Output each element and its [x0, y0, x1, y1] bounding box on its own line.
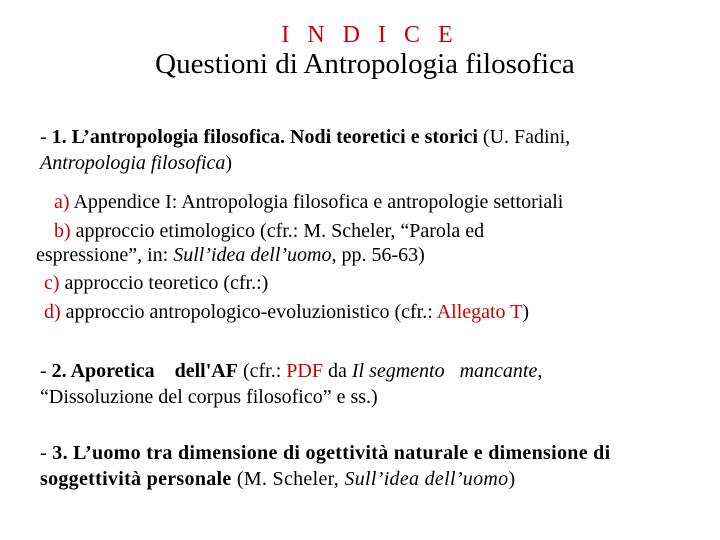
item-2-ref-title: Il segmento mancante — [351, 360, 538, 382]
subitem-d-text: approccio antropologico-evoluzionistico (cfr.: — [65, 301, 433, 323]
subitem-b-ref-title: Sull’idea dell’uomo — [173, 244, 332, 266]
item-1-ref-open: (U. Fadini, — [482, 126, 571, 148]
page-title: Questioni di Antropologia filosofica — [155, 48, 575, 80]
item-2-line-2: “Dissoluzione del corpus filosofico” e ss.) — [40, 386, 378, 408]
item-2-ref-comma: , — [537, 360, 543, 382]
subitem-b — [36, 217, 706, 267]
subitem-b-label: b) — [54, 220, 71, 242]
item-1 — [40, 124, 710, 176]
subitem-c-text: approccio teoretico (cfr.:) — [64, 272, 269, 294]
subitem-list — [36, 188, 706, 327]
item-3-ref-open: (M. Scheler, — [236, 468, 340, 490]
subitem-b-text: approccio etimologico (cfr.: M. Scheler, “Parola ed — [75, 220, 485, 242]
subitem-d-close: ) — [522, 301, 530, 323]
allegato-t-link[interactable]: Allegato T — [436, 301, 523, 323]
item-3-title: 3. L’uomo tra dimensione di ogettività naturale e dimensione di soggettività personale — [40, 442, 611, 490]
subitem-b-pages: , pp. 56-63) — [331, 244, 425, 266]
item-2-ref-da: da — [327, 360, 347, 382]
index-heading: I N D I C E — [281, 22, 459, 48]
subitem-a-text[interactable]: Appendice I: Antropologia filosofica e antropologie settoriali — [73, 191, 564, 213]
subitem-d-label: d) — [44, 301, 61, 323]
subitem-c-label: c) — [44, 272, 60, 294]
item-3 — [40, 440, 710, 492]
subitem-b-text-2: espressione”, in: — [36, 244, 169, 266]
item-3-ref-close: ) — [508, 468, 516, 490]
pdf-link[interactable]: PDF — [286, 360, 323, 382]
item-1-title: 1. L’antropologia filosofica. Nodi teoretici e storici — [51, 126, 478, 148]
item-2 — [40, 358, 710, 410]
item-2-ref-open: (cfr.: — [242, 360, 282, 382]
item-2-prefix: - — [40, 360, 47, 382]
item-1-ref-close: ) — [225, 152, 233, 174]
subitem-d — [36, 298, 706, 327]
item-1-prefix: - — [40, 126, 47, 148]
item-3-ref-title: Sull’idea dell’uomo — [344, 468, 509, 490]
item-3-prefix: - — [40, 442, 47, 464]
subitem-c — [36, 267, 706, 298]
subitem-a-label: a) — [54, 191, 70, 213]
item-2-title: 2. Aporetica dell'AF — [51, 360, 238, 382]
subitem-a — [36, 188, 706, 217]
item-1-ref-title: Antropologia filosofica — [40, 152, 226, 174]
